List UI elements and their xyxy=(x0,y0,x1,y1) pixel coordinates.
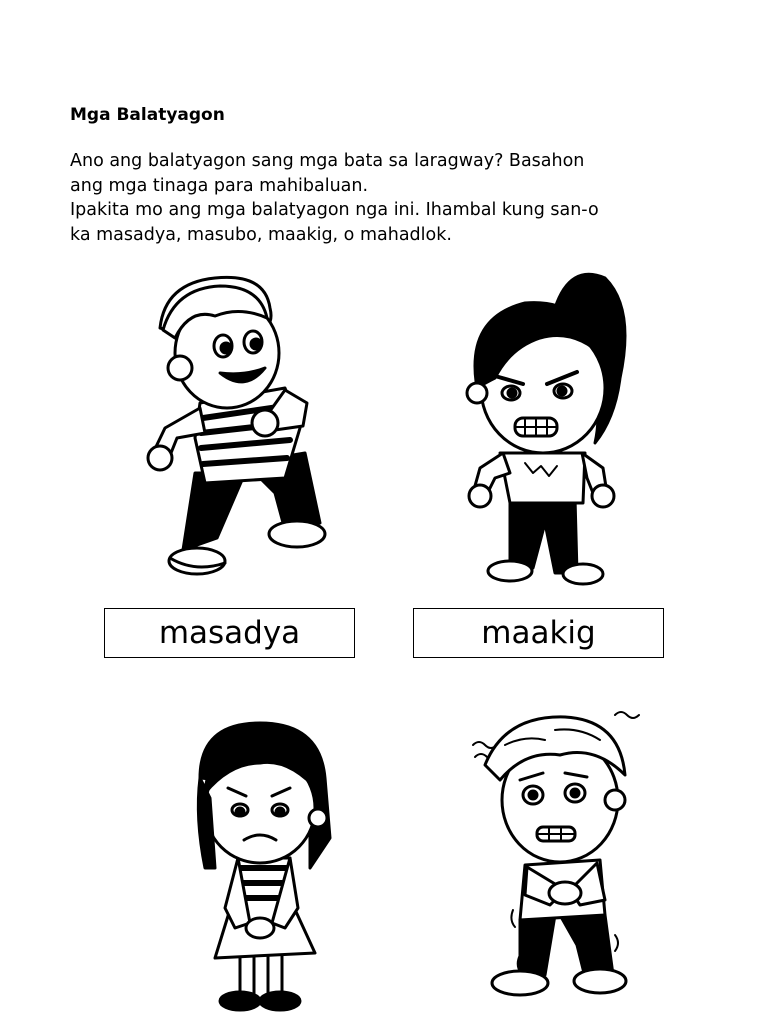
instruction-line: Ipakita mo ang mga balatyagon nga ini. Ihambal kung san-o xyxy=(70,200,599,220)
instruction-paragraph-2 xyxy=(70,198,730,247)
scared-boy-illustration xyxy=(465,705,645,1005)
emotion-label-maakig: maakig xyxy=(413,608,664,658)
angry-girl-illustration xyxy=(455,268,640,596)
instruction-paragraph-1 xyxy=(70,149,730,198)
instruction-line: ka masadya, masubo, maakig, o mahadlok. xyxy=(70,224,452,245)
worksheet-title: Mga Balatyagon xyxy=(70,105,225,125)
instruction-line: ang mga tinaga para mahibaluan. xyxy=(70,175,369,196)
sad-girl-illustration xyxy=(180,718,340,1018)
emotion-label-masadya: masadya xyxy=(104,608,355,658)
happy-boy-illustration xyxy=(135,268,335,583)
instruction-line: Ano ang balatyagon sang mga bata sa laragway? Basahon xyxy=(70,151,585,171)
